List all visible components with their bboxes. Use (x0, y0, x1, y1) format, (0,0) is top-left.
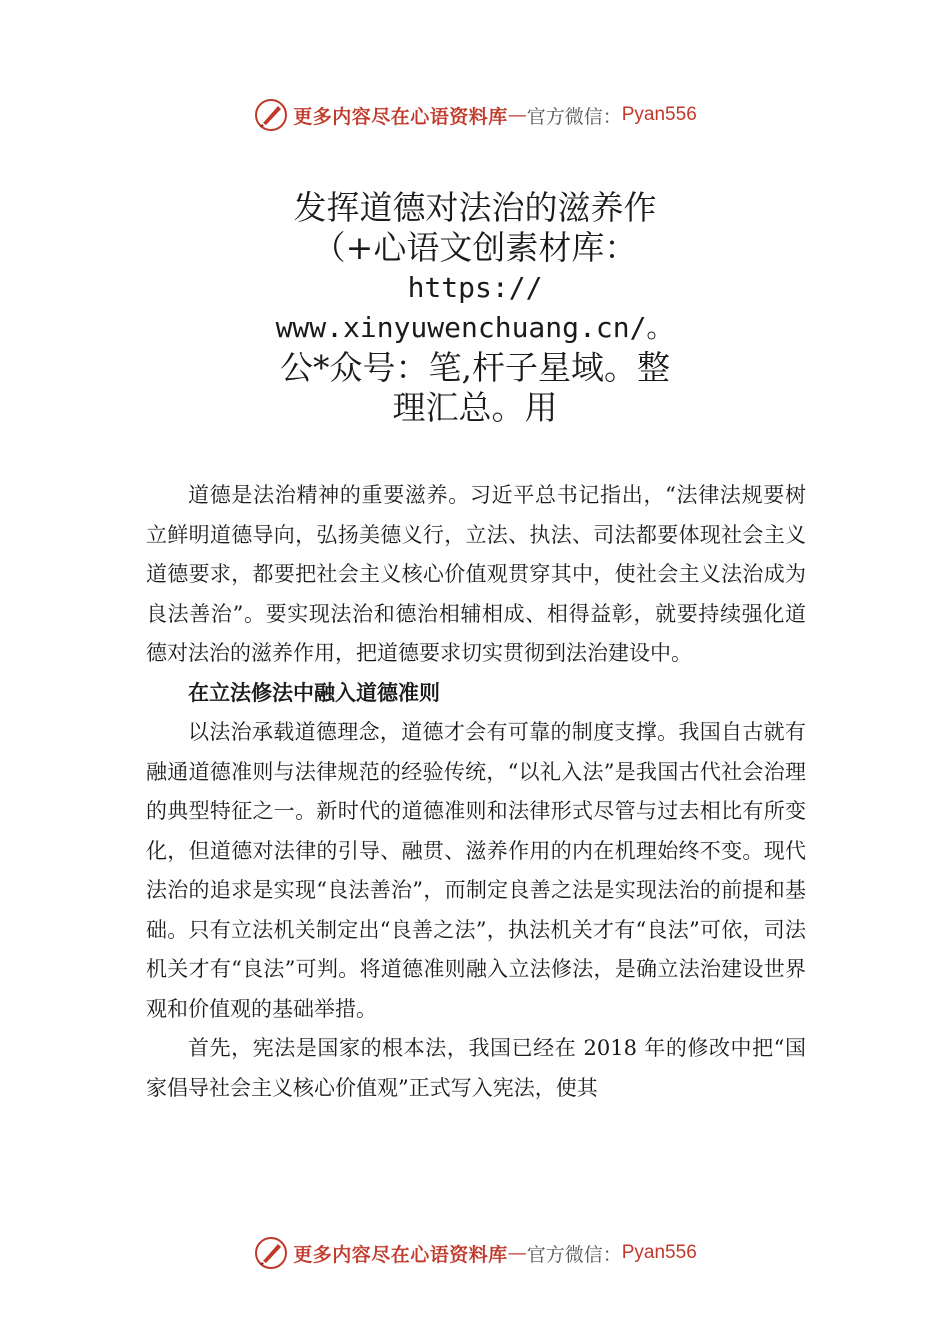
section-heading: 在立法修法中融入道德准则 (188, 680, 440, 705)
banner-wechat-label: 官方微信： (526, 1243, 622, 1266)
banner-wechat-id: Pyan556 (621, 104, 697, 125)
banner-wechat-label: 官方微信： (526, 105, 622, 128)
header-banner (0, 95, 950, 135)
title-line: 理汇总。用 (392, 388, 558, 427)
banner-site-name: 更多内容尽在心语资料库 (293, 1243, 508, 1266)
title-url-line: www.xinyuwenchuang.cn/。 (275, 311, 675, 344)
banner-separator: — (507, 104, 527, 126)
paragraph: 道德是法治精神的重要滋养。习近平总书记指出，“法律法规要树立鲜明道德导向，弘扬美德义行，立法、执法、司法都要体现社会主义道德要求，都要把社会主义核心价值观贯穿其中，使社会主义法治成为良法善治”。要实现法治和德治相辅相成、相得益彰，就要持续强化道德对法治的滋养作用，把道德要求切实贯彻到法治建设中。 (146, 483, 806, 665)
pen-logo-icon (253, 97, 289, 133)
pen-logo-icon (253, 1235, 289, 1271)
title-line: （+心语文创素材库： (312, 228, 638, 267)
document-title (150, 188, 800, 428)
title-url-line: https:// (407, 271, 543, 304)
banner-wechat-id: Pyan556 (621, 1242, 697, 1263)
article-body (146, 476, 806, 1108)
paragraph: 以法治承载道德理念，道德才会有可靠的制度支撑。我国自古就有融通道德准则与法律规范的经验传统，“以礼入法”是我国古代社会治理的典型特征之一。新时代的道德准则和法律形式尽管与过去相比有所变化，但道德对法律的引导、融贯、滋养作用的内在机理始终不变。现代法治的追求是实现“良法善治”，而制定良善之法是实现法治的前提和基础。只有立法机关制定出“良善之法”，执法机关才有“良法”可依，司法机关才有“良法”可判。将道德准则融入立法修法，是确立法治建设世界观和价值观的基础举措。 (146, 720, 806, 1021)
title-line: 发挥道德对法治的滋养作 (293, 188, 657, 227)
banner-site-name: 更多内容尽在心语资料库 (293, 105, 508, 128)
banner-separator: — (507, 1242, 527, 1264)
footer-banner (0, 1233, 950, 1273)
paragraph: 首先，宪法是国家的根本法，我国已经在 2018 年的修改中把“国家倡导社会主义核心价值观”正式写入宪法，使其 (146, 1036, 806, 1100)
title-line: 公*众号：笔,杆子星域。整 (280, 348, 670, 387)
